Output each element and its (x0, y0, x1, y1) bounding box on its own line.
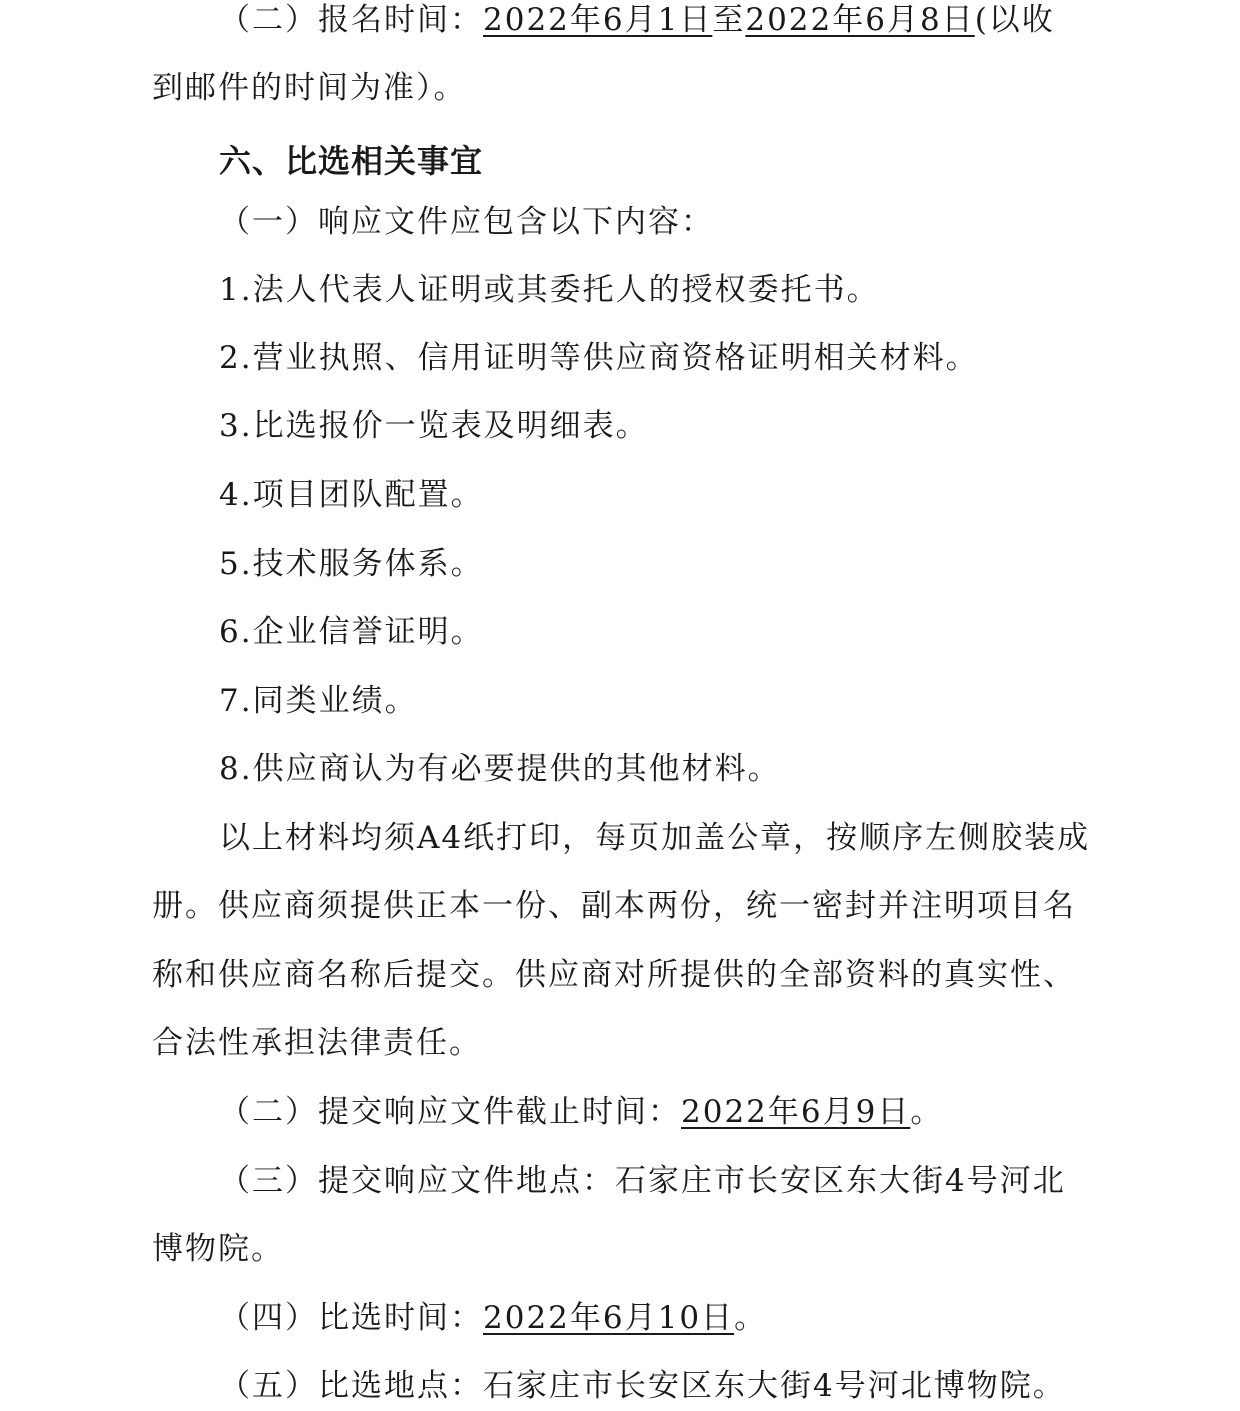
registration-note-line (152, 68, 467, 108)
paragraph-line: 以上材料均须A4纸打印，每页加盖公章，按顺序左侧胶装成 (219, 820, 1091, 856)
list-item: 2.营业执照、信用证明等供应商资格证明相关材料。 (219, 340, 979, 376)
list-item: 7.同类业绩。 (219, 683, 418, 719)
sub2-line (219, 1092, 943, 1132)
registration-note-start: (以收 (974, 2, 1055, 38)
sub2-date: 2022年6月9日 (681, 1094, 911, 1130)
registration-label: （二）报名时间： (219, 2, 483, 38)
registration-start-date: 2022年6月1日 (483, 2, 713, 38)
list-item: 4.项目团队配置。 (219, 477, 484, 513)
list-item: 6.企业信誉证明。 (219, 614, 484, 650)
sub1-label: （一）响应文件应包含以下内容： (219, 204, 714, 240)
sub3-line1: （三）提交响应文件地点：石家庄市长安区东大街4号河北 (219, 1163, 1066, 1199)
list-item: 8.供应商认为有必要提供的其他材料。 (219, 751, 781, 787)
sub2-label: （二）提交响应文件截止时间： (219, 1094, 681, 1130)
sub4-line (219, 1298, 767, 1338)
sub4-date: 2022年6月10日 (483, 1300, 735, 1336)
list-item: 5.技术服务体系。 (219, 546, 484, 582)
list-item: 3.比选报价一览表及明细表。 (219, 408, 649, 444)
paragraph-line: 合法性承担法律责任。 (152, 1025, 482, 1061)
section-6-title: 六、比选相关事宜 (219, 142, 484, 180)
registration-time-line (219, 0, 1055, 40)
registration-note-end: 到邮件的时间为准）。 (152, 70, 467, 106)
paragraph-line: 称和供应商名称后提交。供应商对所提供的全部资料的真实性、 (152, 957, 1076, 993)
sub5-line: （五）比选地点：石家庄市长安区东大街4号河北博物院。 (219, 1368, 1066, 1404)
paragraph-line: 册。供应商须提供正本一份、副本两份，统一密封并注明项目名 (152, 888, 1076, 924)
sub4-label: （四）比选时间： (219, 1300, 483, 1336)
sub2-end: 。 (910, 1094, 944, 1130)
registration-end-date: 2022年6月8日 (745, 2, 975, 38)
sub4-end: 。 (734, 1300, 768, 1336)
registration-to: 至 (712, 2, 746, 38)
list-item: 1.法人代表人证明或其委托人的授权委托书。 (219, 272, 880, 308)
sub3-line2: 博物院。 (152, 1231, 284, 1267)
